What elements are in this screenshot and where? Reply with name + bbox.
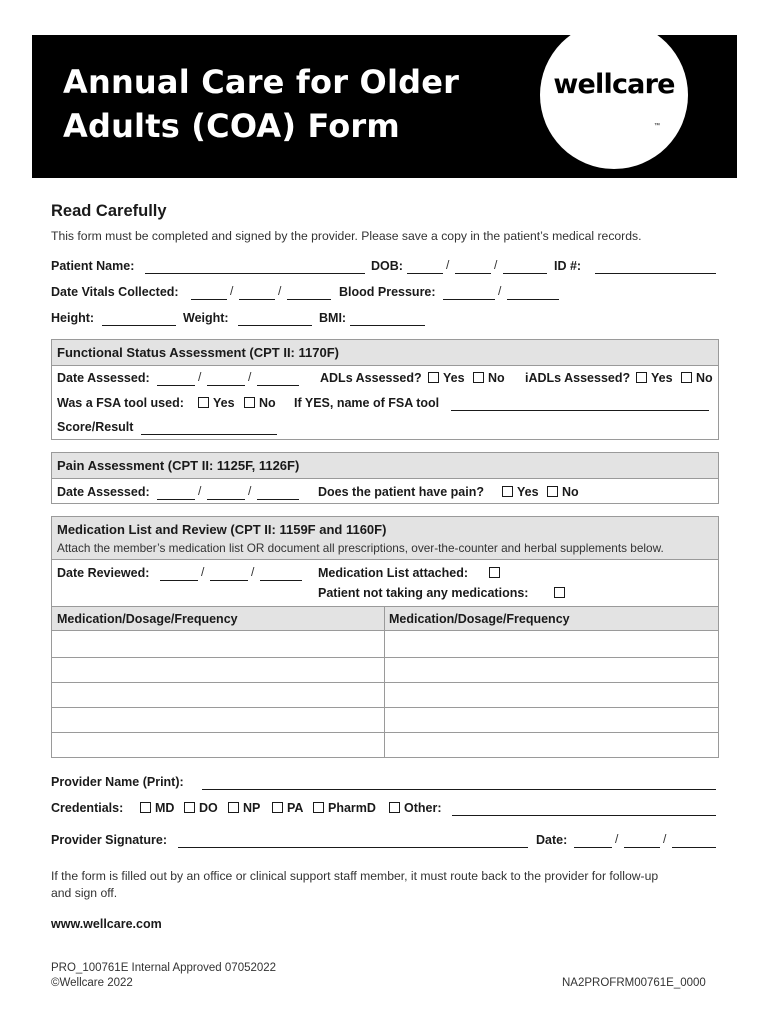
dob-year-field[interactable]	[503, 273, 547, 274]
pain-no-checkbox[interactable]	[547, 486, 558, 497]
dob-month-field[interactable]	[407, 273, 443, 274]
routing-note-line-2: and sign off.	[51, 886, 118, 900]
credential-pharmd-checkbox[interactable]	[313, 802, 324, 813]
credential-pa-label: PA	[287, 801, 304, 815]
iadls-no-checkbox[interactable]	[681, 372, 692, 383]
website-link[interactable]: www.wellcare.com	[51, 917, 162, 931]
internal-approval-text: PRO_100761E Internal Approved 07052022	[51, 962, 277, 974]
logo-trademark: ™	[654, 123, 660, 129]
medication-review-section	[51, 516, 719, 758]
pain-slash-1: /	[198, 484, 202, 498]
height-field[interactable]	[102, 325, 176, 326]
fsa-tool-name-field[interactable]	[451, 410, 709, 411]
functional-status-section	[51, 339, 719, 440]
form-title	[63, 60, 459, 148]
provider-signature-field[interactable]	[178, 847, 528, 848]
copyright-text: ©Wellcare 2022	[51, 977, 133, 989]
pain-no-label: No	[562, 485, 579, 499]
logo-wordmark: wellcare	[553, 69, 675, 100]
fsa-month-field[interactable]	[157, 385, 195, 386]
form-title-line-1: Annual Care for Older	[63, 63, 460, 101]
med-slash-2: /	[251, 565, 255, 579]
vitals-day-field[interactable]	[239, 299, 275, 300]
read-carefully-heading: Read Carefully	[51, 202, 167, 220]
signature-slash-1: /	[615, 832, 619, 846]
iadls-no-label: No	[696, 371, 713, 385]
medication-row-line	[52, 657, 718, 658]
functional-status-title: Functional Status Assessment (CPT II: 1170F)	[57, 345, 339, 360]
signature-day-field[interactable]	[624, 847, 660, 848]
blood-pressure-label: Blood Pressure:	[339, 285, 436, 299]
weight-field[interactable]	[238, 325, 312, 326]
pain-month-field[interactable]	[157, 499, 195, 500]
not-taking-meds-checkbox[interactable]	[554, 587, 565, 598]
vitals-month-field[interactable]	[191, 299, 227, 300]
signature-year-field[interactable]	[672, 847, 716, 848]
credential-do-label: DO	[199, 801, 218, 815]
form-code: NA2PROFRM00761E_0000	[562, 977, 706, 989]
pain-day-field[interactable]	[207, 499, 245, 500]
pain-slash-2: /	[248, 484, 252, 498]
medication-review-note: Attach the member’s medication list OR document all prescriptions, over-the-counter and herbal supplements below.	[57, 541, 664, 555]
credential-do-checkbox[interactable]	[184, 802, 195, 813]
medication-table-header	[52, 606, 718, 631]
signature-date-label: Date:	[536, 833, 568, 847]
fsa-tool-no-checkbox[interactable]	[244, 397, 255, 408]
credential-md-checkbox[interactable]	[140, 802, 151, 813]
routing-note-line-1: If the form is filled out by an office or clinical support staff member, it must route back to the provider for follow-up	[51, 869, 659, 883]
credential-np-label: NP	[243, 801, 261, 815]
fsa-slash-1: /	[198, 370, 202, 384]
pain-assessment-header	[52, 453, 718, 479]
adls-yes-checkbox[interactable]	[428, 372, 439, 383]
fsa-day-field[interactable]	[207, 385, 245, 386]
medication-review-header	[52, 517, 718, 560]
med-slash-1: /	[201, 565, 205, 579]
iadls-label: iADLs Assessed?	[525, 371, 631, 385]
med-day-field[interactable]	[210, 580, 248, 581]
medication-review-title: Medication List and Review (CPT II: 1159F and 1160F)	[57, 522, 387, 537]
dob-slash-2: /	[494, 258, 498, 272]
credential-pharmd-label: PharmD	[328, 801, 376, 815]
provider-signature-label: Provider Signature:	[51, 833, 167, 847]
pain-assessment-section	[51, 452, 719, 504]
med-list-attached-label: Medication List attached:	[318, 566, 469, 580]
functional-status-header	[52, 340, 718, 366]
adls-label: ADLs Assessed?	[320, 371, 422, 385]
signature-month-field[interactable]	[574, 847, 612, 848]
dob-label: DOB:	[371, 259, 403, 273]
fsa-year-field[interactable]	[257, 385, 299, 386]
credential-other-field[interactable]	[452, 815, 716, 816]
form-title-line-2: Adults (COA) Form	[63, 107, 400, 145]
fsa-tool-yes-label: Yes	[213, 396, 235, 410]
provider-name-field[interactable]	[202, 789, 716, 790]
vitals-slash-1: /	[230, 284, 234, 298]
id-label: ID #:	[554, 259, 582, 273]
pain-question-label: Does the patient have pain?	[318, 485, 485, 499]
fsa-tool-name-label: If YES, name of FSA tool	[294, 396, 440, 410]
med-list-attached-checkbox[interactable]	[489, 567, 500, 578]
vitals-year-field[interactable]	[287, 299, 331, 300]
iadls-yes-checkbox[interactable]	[636, 372, 647, 383]
bmi-field[interactable]	[350, 325, 425, 326]
credential-np-checkbox[interactable]	[228, 802, 239, 813]
bmi-label: BMI:	[319, 311, 347, 325]
intro-text: This form must be completed and signed by the provider. Please save a copy in the patient’s medical records.	[51, 229, 642, 243]
pain-date-label: Date Assessed:	[57, 485, 150, 499]
credential-other-label: Other:	[404, 801, 442, 815]
dob-slash-1: /	[446, 258, 450, 272]
patient-name-label: Patient Name:	[51, 259, 135, 273]
patient-name-field[interactable]	[145, 273, 365, 274]
wellcare-logo	[540, 35, 688, 169]
provider-name-label: Provider Name (Print):	[51, 775, 184, 789]
fsa-tool-no-label: No	[259, 396, 276, 410]
credential-md-label: MD	[155, 801, 175, 815]
bp-diastolic-field[interactable]	[507, 299, 559, 300]
header-banner	[32, 35, 737, 178]
adls-no-label: No	[488, 371, 505, 385]
score-result-field[interactable]	[141, 434, 277, 435]
fsa-tool-label: Was a FSA tool used:	[57, 396, 184, 410]
fsa-date-label: Date Assessed:	[57, 371, 150, 385]
id-field[interactable]	[595, 273, 716, 274]
score-result-label: Score/Result	[57, 420, 134, 434]
credential-pa-checkbox[interactable]	[272, 802, 283, 813]
bp-slash: /	[498, 284, 502, 298]
iadls-yes-label: Yes	[651, 371, 673, 385]
medication-row-line	[52, 707, 718, 708]
vitals-slash-2: /	[278, 284, 282, 298]
dob-day-field[interactable]	[455, 273, 491, 274]
pain-yes-checkbox[interactable]	[502, 486, 513, 497]
med-date-label: Date Reviewed:	[57, 566, 150, 580]
credential-other-checkbox[interactable]	[389, 802, 400, 813]
medication-row-line	[52, 682, 718, 683]
fsa-slash-2: /	[248, 370, 252, 384]
pain-year-field[interactable]	[257, 499, 299, 500]
weight-label: Weight:	[183, 311, 229, 325]
med-col1-header: Medication/Dosage/Frequency	[57, 612, 238, 626]
height-label: Height:	[51, 311, 95, 325]
pain-assessment-title: Pain Assessment (CPT II: 1125F, 1126F)	[57, 458, 300, 473]
adls-yes-label: Yes	[443, 371, 465, 385]
med-month-field[interactable]	[160, 580, 198, 581]
vitals-date-label: Date Vitals Collected:	[51, 285, 179, 299]
med-year-field[interactable]	[260, 580, 302, 581]
signature-slash-2: /	[663, 832, 667, 846]
med-col2-header: Medication/Dosage/Frequency	[389, 612, 570, 626]
bp-systolic-field[interactable]	[443, 299, 495, 300]
pain-yes-label: Yes	[517, 485, 539, 499]
credentials-label: Credentials:	[51, 801, 124, 815]
not-taking-meds-label: Patient not taking any medications:	[318, 586, 529, 600]
adls-no-checkbox[interactable]	[473, 372, 484, 383]
medication-row-line	[52, 732, 718, 733]
fsa-tool-yes-checkbox[interactable]	[198, 397, 209, 408]
